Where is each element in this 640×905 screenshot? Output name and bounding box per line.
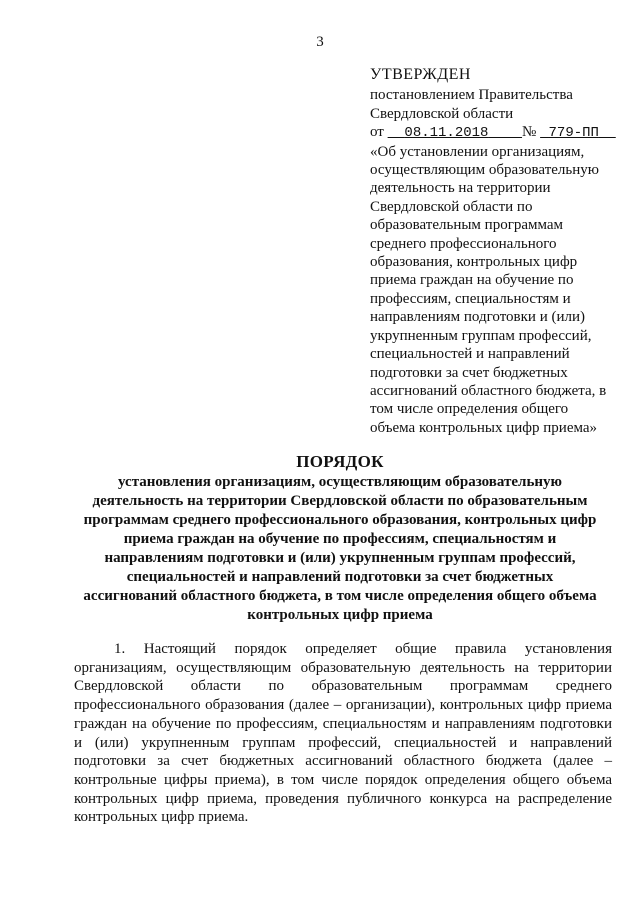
approval-stamp-label: УТВЕРЖДЕН — [370, 66, 471, 83]
number-prefix: № — [522, 124, 537, 141]
approval-number: 779-ПП — [548, 125, 599, 142]
document-heading — [80, 452, 600, 625]
heading-subtitle: установления организациям, осуществляющим образовательную деятельность на территории Свердловской области по образовательным программам среднего профессионального образования, контрольных цифр приема граждан на обучение по профессиям, специальностям и направлениям подготовки и (или) укрупненным группам профессий, специальностей и направлений подготовки за счет бюджетных ассигнований областного бюджета, в том числе определения общего объема контрольных цифр приема — [83, 474, 597, 623]
approval-block — [370, 66, 610, 437]
approval-date: 08.11.2018 — [404, 125, 489, 142]
heading-title: ПОРЯДОК — [296, 452, 384, 471]
approval-authority: постановлением Правительства — [370, 87, 573, 104]
date-prefix: от — [370, 124, 384, 141]
paragraph-1: 1. Настоящий порядок определяет общие правила установления организациям, осуществляющим образовательную деятельность на территории Свердловской области по образовательным программам среднего профессионального образования (далее – организации), контрольных цифр приема граждан на обучение по профессиям, специальностям и направлениям подготовки и (или) укрупненным группам профессий, специальностей и направлений подготовки за счет бюджетных ассигнований областного бюджета (далее – контрольные цифры приема), в том числе порядок определения общего объема контрольных цифр приема, проведения публичного конкурса на распределение контрольных цифр приема. — [74, 641, 612, 826]
page-number: 3 — [316, 34, 324, 50]
approval-document-title: «Об установлении организациям, осуществляющим образовательную деятельность на территории Свердловской области по образовательным программам среднего профессионального образования, контрольных цифр приема граждан на обучение по профессиям, специальностям и направлениям подготовки и (или) укрупненным группам профессий, специальностей и направлений подготовки за счет бюджетных ассигнований областного бюджета, в том числе определения общего объема контрольных цифр приема» — [370, 143, 607, 436]
approval-region: Свердловской области — [370, 105, 514, 122]
approval-date-number — [370, 123, 610, 142]
